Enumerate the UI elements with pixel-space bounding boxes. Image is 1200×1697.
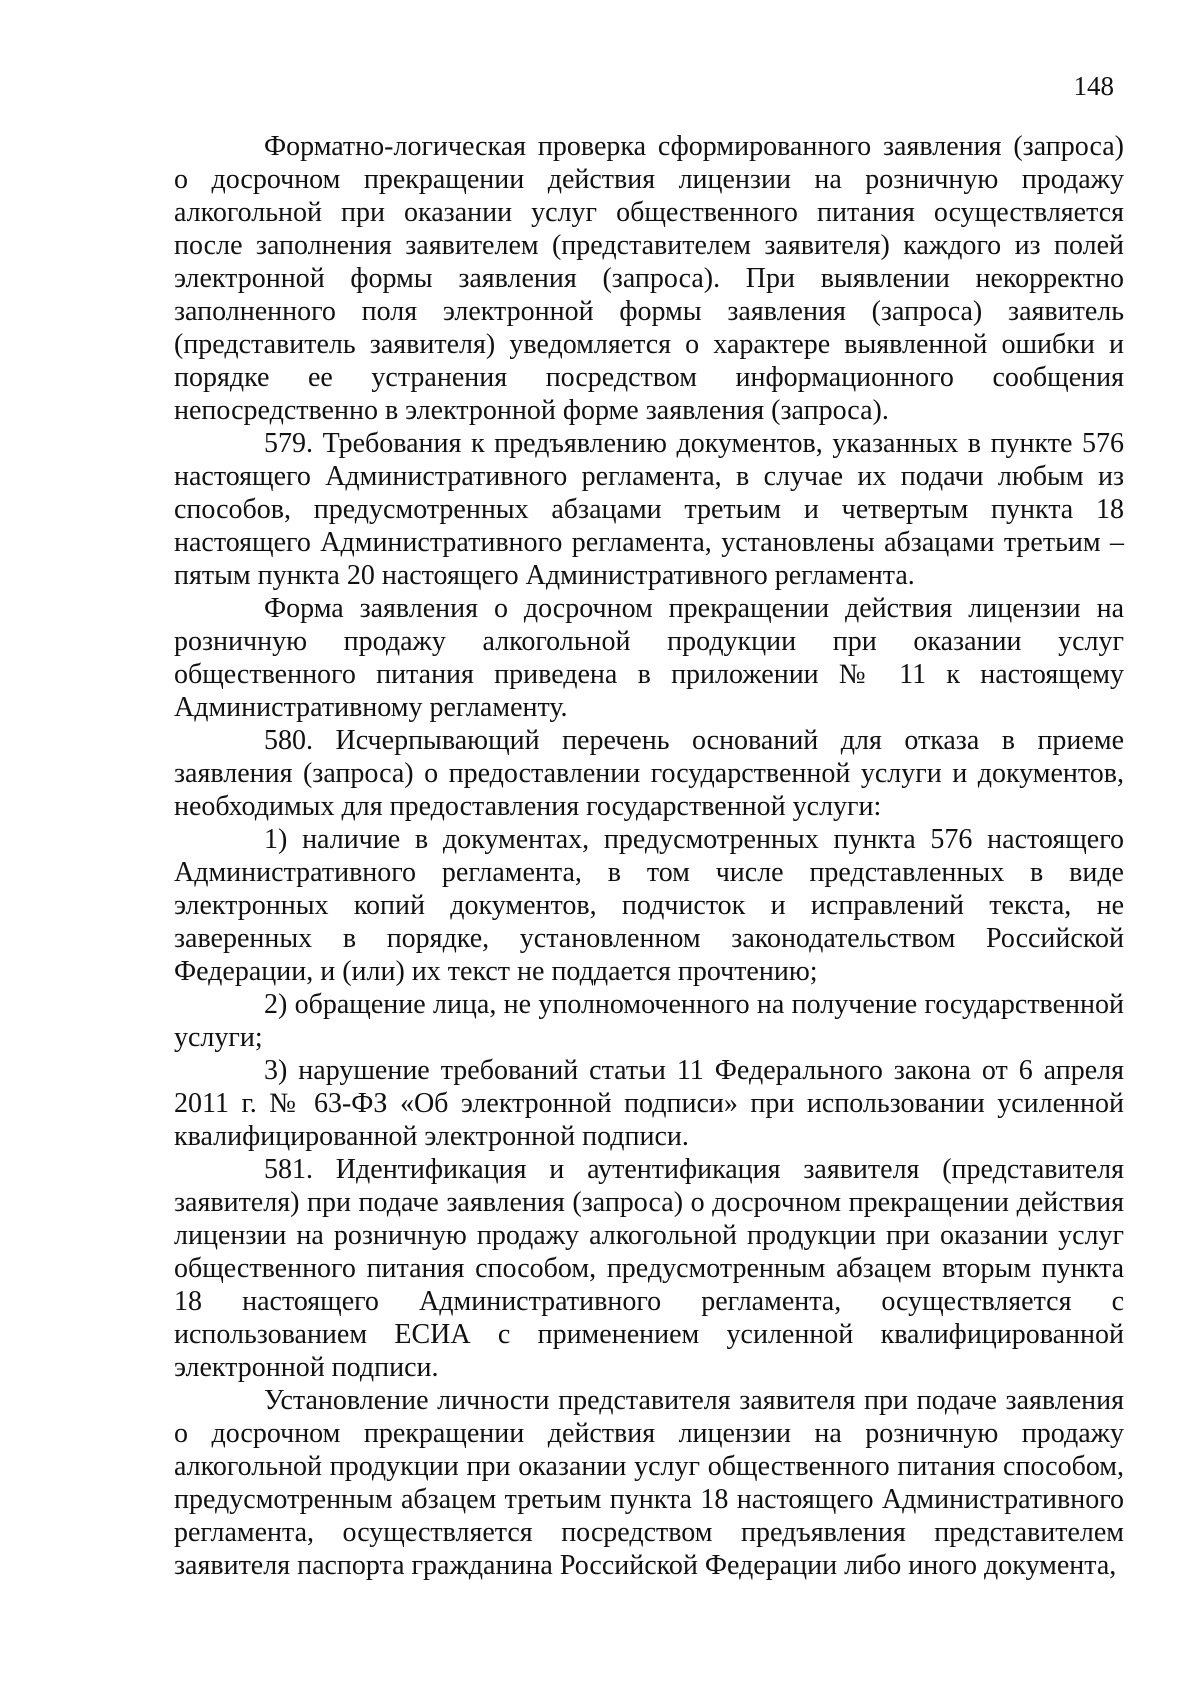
paragraph-identity-verification: Установление личности представителя заявителя при подаче заявления о досрочном прекращении действия лицензии на розничную продажу алкогольной продукции при оказании услуг общественного питания способом, предусмотренным абзацем третьим пункта 18 настоящего Административного регламента, осуществляется посредством предъявления представителем заявителя паспорта гражданина Российской Федерации либо иного документа, <box>174 1385 1124 1581</box>
paragraph-format-check: Форматно-логическая проверка сформированного заявления (запроса) о досрочном прекращении действия лицензии на розничную продажу алкогольной при оказании услуг общественного питания осуществляется после заполнения заявителем (представителем заявителя) каждого из полей электронной формы заявления (запроса). При выявлении некорректно заполненного поля электронной формы заявления (запроса) заявитель (представитель заявителя) уведомляется о характере выявленной ошибки и порядке ее устранения посредством информационного сообщения непосредственно в электронной форме заявления (запроса). <box>174 131 1124 426</box>
paragraph-580: 580. Исчерпывающий перечень оснований для отказа в приеме заявления (запроса) о предоставлении государственной услуги и документов, необходимых для предоставления государственной услуги: <box>174 725 1124 822</box>
document-body <box>174 130 1124 1582</box>
paragraph-579: 579. Требования к предъявлению документов, указанных в пункте 576 настоящего Административного регламента, в случае их подачи любым из способов, предусмотренных абзацами третьим и четвертым пункта 18 настоящего Административного регламента, установлены абзацами третьим – пятым пункта 20 настоящего Административного регламента. <box>174 428 1124 591</box>
list-item-580-3: 3) нарушение требований статьи 11 Федерального закона от 6 апреля 2011 г. № 63-ФЗ «Об электронной подписи» при использовании усиленной квалифицированной электронной подписи. <box>174 1055 1124 1152</box>
list-item-580-1: 1) наличие в документах, предусмотренных пункта 576 настоящего Административного регламента, в том числе представленных в виде электронных копий документов, подчисток и исправлений текста, не заверенных в порядке, установленном законодательством Российской Федерации, и (или) их текст не поддается прочтению; <box>174 824 1124 987</box>
paragraph-application-form: Форма заявления о досрочном прекращении действия лицензии на розничную продажу алкогольной продукции при оказании услуг общественного питания приведена в приложении № 11 к настоящему Административному регламенту. <box>174 593 1124 723</box>
page-number: 148 <box>1073 71 1114 101</box>
paragraph-581: 581. Идентификация и аутентификация заявителя (представителя заявителя) при подаче заявления (запроса) о досрочном прекращении действия лицензии на розничную продажу алкогольной продукции при оказании услуг общественного питания способом, предусмотренным абзацем вторым пункта 18 настоящего Административного регламента, осуществляется с использованием ЕСИА с применением усиленной квалифицированной электронной подписи. <box>174 1154 1124 1383</box>
list-item-580-2: 2) обращение лица, не уполномоченного на получение государственной услуги; <box>174 989 1124 1053</box>
